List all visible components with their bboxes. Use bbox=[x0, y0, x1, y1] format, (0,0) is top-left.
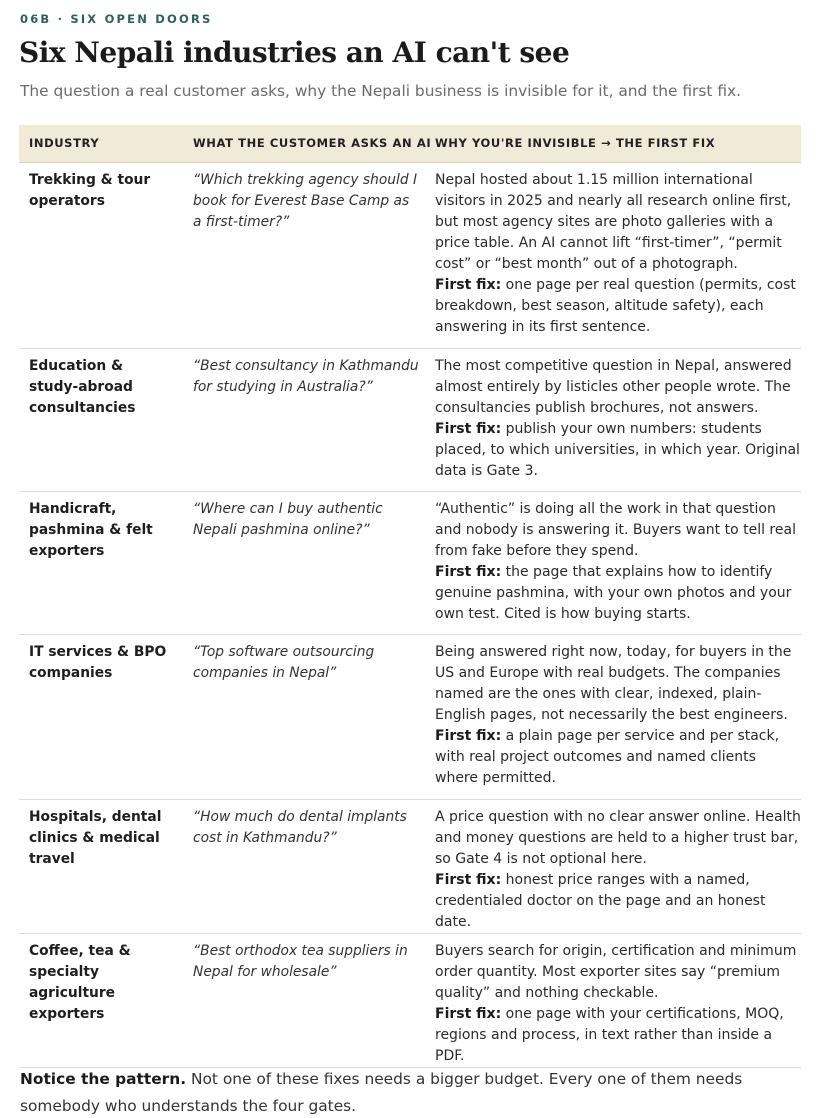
first-fix-text: a plain page per service and per stack, with real project outcomes and named clients where permitted. bbox=[435, 727, 780, 786]
industry-cell: Trekking & tour operators bbox=[19, 162, 183, 348]
question-cell: “Best orthodox tea suppliers in Nepal for wholesale” bbox=[183, 933, 425, 1067]
question-cell: “Which trekking agency should I book for Everest Base Camp as a first-timer?” bbox=[183, 162, 425, 348]
table-row bbox=[19, 162, 801, 348]
column-header-question: WHAT THE CUSTOMER ASKS AN AI bbox=[183, 125, 425, 162]
page-title: Six Nepali industries an AI can't see bbox=[19, 36, 570, 69]
first-fix-label: First fix: bbox=[435, 563, 502, 580]
table-row bbox=[19, 933, 801, 1067]
first-fix-label: First fix: bbox=[435, 420, 502, 437]
why-fix-cell bbox=[425, 634, 801, 799]
closing-note-lead: Notice the pattern. bbox=[20, 1070, 187, 1088]
industry-cell: IT services & BPO companies bbox=[19, 634, 183, 799]
table-header-row bbox=[19, 125, 801, 162]
column-header-why-fix: WHY YOU'RE INVISIBLE → THE FIRST FIX bbox=[425, 125, 801, 162]
first-fix-text: the page that explains how to identify genuine pashmina, with your own photos and your own test. Cited is how buying starts. bbox=[435, 563, 792, 622]
closing-note bbox=[20, 1066, 800, 1118]
table-body bbox=[19, 162, 801, 1067]
question-cell: “Best consultancy in Kathmandu for studying in Australia?” bbox=[183, 348, 425, 491]
page-subtitle: The question a real customer asks, why the Nepali business is invisible for it, and the first fix. bbox=[20, 82, 742, 100]
closing-note-text: Not one of these fixes needs a bigger budget. Every one of them needs somebody who understands the four gates. bbox=[20, 1070, 743, 1115]
industry-cell: Hospitals, dental clinics & medical travel bbox=[19, 799, 183, 933]
table-header bbox=[19, 125, 801, 162]
table-row bbox=[19, 491, 801, 634]
why-fix-cell bbox=[425, 162, 801, 348]
first-fix-text: one page per real question (permits, cost breakdown, best season, altitude safety), each answering in its first sentence. bbox=[435, 276, 796, 335]
question-cell: “Where can I buy authentic Nepali pashmina online?” bbox=[183, 491, 425, 634]
why-text: “Authentic” is doing all the work in that question and nobody is answering it. Buyers want to tell real from fake before they spend. bbox=[435, 500, 796, 559]
first-fix-text: one page with your certifications, MOQ, regions and process, in text rather than inside a PDF. bbox=[435, 1005, 784, 1064]
industry-cell: Handicraft, pashmina & felt exporters bbox=[19, 491, 183, 634]
question-cell: “How much do dental implants cost in Kathmandu?” bbox=[183, 799, 425, 933]
table-row bbox=[19, 799, 801, 933]
first-fix-text: publish your own numbers: students placed, to which universities, in which year. Original data is Gate 3. bbox=[435, 420, 800, 479]
why-text: A price question with no clear answer online. Health and money questions are held to a higher trust bar, so Gate 4 is not optional here. bbox=[435, 808, 801, 867]
first-fix-label: First fix: bbox=[435, 276, 502, 293]
first-fix-text: honest price ranges with a named, credentialed doctor on the page and an honest date. bbox=[435, 871, 766, 930]
why-text: Buyers search for origin, certification and minimum order quantity. Most exporter sites say “premium quality” and nothing checkable. bbox=[435, 942, 797, 1001]
why-fix-cell bbox=[425, 348, 801, 491]
column-header-industry: INDUSTRY bbox=[19, 125, 183, 162]
first-fix-label: First fix: bbox=[435, 727, 502, 744]
table-row bbox=[19, 348, 801, 491]
why-text: Nepal hosted about 1.15 million international visitors in 2025 and nearly all research online first, but most agency sites are photo galleries with a price table. An AI cannot lift “first-timer”, “permit cost” or “best month” out of a photograph. bbox=[435, 171, 792, 272]
section-eyebrow: 06B · SIX OPEN DOORS bbox=[20, 12, 213, 26]
industry-cell: Coffee, tea & specialty agriculture exporters bbox=[19, 933, 183, 1067]
why-text: The most competitive question in Nepal, answered almost entirely by listicles other people wrote. The consultancies publish brochures, not answers. bbox=[435, 357, 792, 416]
why-fix-cell bbox=[425, 933, 801, 1067]
why-fix-cell bbox=[425, 491, 801, 634]
first-fix-label: First fix: bbox=[435, 871, 502, 888]
first-fix-label: First fix: bbox=[435, 1005, 502, 1022]
industry-cell: Education & study-abroad consultancies bbox=[19, 348, 183, 491]
question-cell: “Top software outsourcing companies in Nepal” bbox=[183, 634, 425, 799]
why-fix-cell bbox=[425, 799, 801, 933]
industries-table bbox=[19, 125, 801, 1068]
why-text: Being answered right now, today, for buyers in the US and Europe with real budgets. The companies named are the ones with clear, indexed, plain-English pages, not necessarily the best engineers. bbox=[435, 643, 792, 723]
table-row bbox=[19, 634, 801, 799]
